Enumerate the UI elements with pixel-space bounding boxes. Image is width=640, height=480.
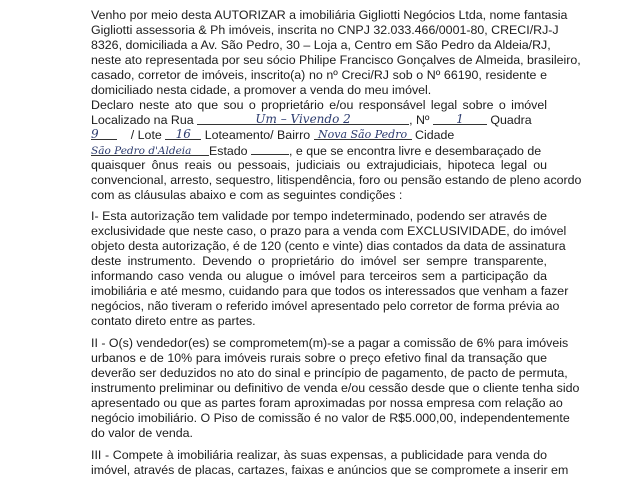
intro-line: Venho por meio desta AUTORIZAR a imobiliária Gigliotti Negócios Ltda, nome fantasia <box>91 8 568 22</box>
clause-1-line: negócios, não tiveram o referido imóvel apresentado pelo corretor de forma prévia ao <box>91 299 560 313</box>
clause-3-line: imóvel, através de placas, cartazes, faixas e anúncios que se compromete a inserir em <box>91 463 569 477</box>
clause-2-line: do valor de venda. <box>91 426 193 440</box>
rua-field[interactable] <box>197 113 409 125</box>
clause-1-line: exclusividade que neste caso, o prazo para a venda com EXCLUSIVIDADE, do imóvel <box>91 224 567 238</box>
quadra-label: Quadra <box>490 113 532 127</box>
intro-line: casado, corretor de imóveis, inscrito(a) no nº Creci/RJ sob o Nº 66190, residente e <box>91 68 547 82</box>
bairro-field[interactable] <box>314 128 412 140</box>
declaration-line: convencional, arresto, sequestro, litispendência, foro ou pensão estando de pleno acordo <box>91 173 582 187</box>
clause-1-line: deste instrumento. Devendo o proprietário do imóvel ser sempre transparente, <box>91 254 547 268</box>
loteamento-label: Loteamento/ Bairro <box>204 128 311 142</box>
declaration-line: com as cláusulas abaixo e com as seguintes condições : <box>91 188 403 202</box>
clause-2-line: instrumento preliminar ou definitivo de venda e/ou cessão desde que o cliente tenha sido <box>91 381 580 395</box>
numero-field[interactable] <box>433 113 487 125</box>
numero-value: 1 <box>456 112 464 126</box>
clause-1-line: I- Esta autorização tem validade por tempo indeterminado, podendo ser através de <box>91 209 547 223</box>
numero-label: , Nº <box>409 113 430 127</box>
clause-1-line: imobiliária e até mesmo, cuidando para que todos os interessados que venham a fazer <box>91 284 569 298</box>
clause-1-line: informando caso venda ou alugue o imóvel para terceiros sem a participação da <box>91 269 547 283</box>
lote-field[interactable] <box>165 128 201 140</box>
intro-line: domiciliado nesta cidade, a promover a venda do meu imóvel. <box>91 83 432 97</box>
lote-line <box>91 128 547 143</box>
estado-label: Estado <box>209 144 248 158</box>
estado-tail: , e que se encontra livre e desembaraçado de <box>289 144 542 158</box>
declaration-line: quaisquer ônus reais ou pessoais, judiciais ou extrajudiciais, hipoteca legal ou <box>91 158 547 172</box>
clause-2-line: apresentado ou que as partes foram aproximadas por nossa empresa com relação ao <box>91 396 563 410</box>
cidade-field[interactable] <box>91 144 209 156</box>
estado-field[interactable] <box>251 143 289 155</box>
clause-3-line: III - Compete à imobiliária realizar, às suas expensas, a publicidade para venda do <box>91 448 547 462</box>
bairro-value: Nova São Pedro <box>318 128 408 141</box>
intro-line: 8326, domiciliada a Av. São Pedro, 30 – Loja a, Centro em São Pedro da Aldeia/RJ, <box>91 38 551 52</box>
cidade-label: Cidade <box>415 128 455 142</box>
lote-value: 16 <box>175 127 191 141</box>
clause-2-line: negócio imobiliário. O Piso de comissão é no valor de R$5.000,00, independentemente <box>91 411 570 425</box>
intro-line: neste ato representada por seu sócio Philipe Francisco Gonçalves de Almeida, brasileiro, <box>91 53 581 67</box>
lote-label: / Lote <box>130 128 162 142</box>
clause-2-line: II - O(s) vendedor(es) se comprometem(m)-se a pagar a comissão de 6% para imóveis <box>91 336 569 350</box>
intro-line: Gigliotti assessoria & Ph imóveis, inscrita no CNPJ 32.033.466/0001-80, CRECI/RJ-J <box>91 23 559 37</box>
quadra-value: 9 <box>91 127 99 141</box>
clause-1-line: objeto desta autorização, é de 120 (cento e vinte) dias contados da data de assinatura <box>91 239 566 253</box>
cidade-value: São Pedro d'Aldeia <box>91 145 192 157</box>
address-line <box>91 113 547 128</box>
clause-2-line: urbanos e de 10% para imóveis rurais sobre o preço efetivo final da transação que <box>91 351 547 365</box>
clause-1-line: contato direto entre as partes. <box>91 314 256 328</box>
estado-line <box>91 143 547 158</box>
rua-value: Um – Vivendo 2 <box>255 112 351 126</box>
rua-label: Localizado na Rua <box>91 113 194 127</box>
clause-2-line: deverão ser deduzidos no ato do sinal e princípio de pagamento, de pacto de permuta, <box>91 366 568 380</box>
declaration-line: Declaro neste ato que sou o proprietário e/ou responsável legal sobre o imóvel <box>91 98 547 112</box>
quadra-field[interactable] <box>91 128 117 140</box>
